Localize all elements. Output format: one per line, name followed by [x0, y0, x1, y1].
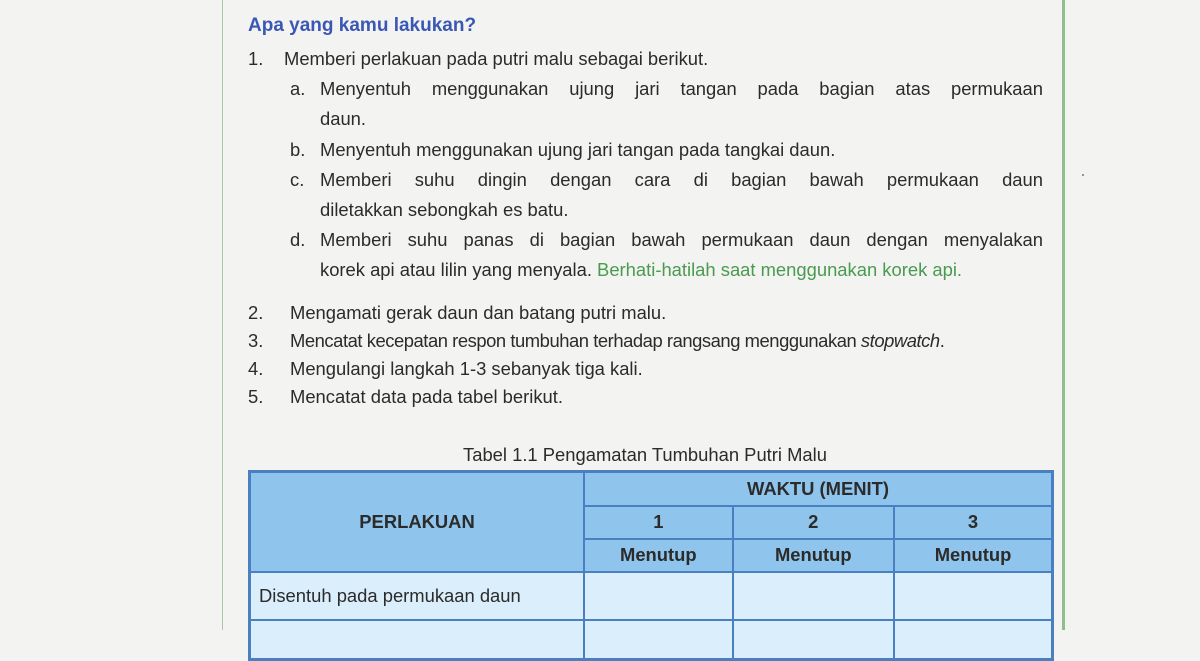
treatment-header: PERLAKUAN: [250, 472, 585, 572]
section-heading: Apa yang kamu lakukan?: [248, 15, 477, 36]
substep-c-line1: Memberi suhu dingin dengan cara di bagian bawah permukaan daun: [320, 169, 1043, 190]
substep-d-line1: Memberi suhu panas di bagian bawah permukaan daun dengan menyalakan: [320, 229, 1043, 250]
step-text: Memberi perlakuan pada putri malu sebagai berikut.: [284, 48, 709, 69]
step-2: [248, 302, 667, 324]
substep-a-line2: daun.: [320, 108, 367, 129]
table-row: [250, 572, 1053, 620]
substep-c-line2: diletakkan sebongkah es batu.: [320, 199, 569, 220]
step-text: Mengulangi langkah 1-3 sebanyak tiga kali.: [290, 358, 643, 379]
closing-header: Menutup: [584, 539, 733, 572]
substep-d-text: korek api atau lilin yang menyala.: [320, 259, 598, 280]
table-caption: Tabel 1.1 Pengamatan Tumbuhan Putri Malu: [463, 444, 827, 465]
substep-label: a.: [290, 78, 306, 99]
minute-header: 3: [894, 506, 1052, 539]
step-text-italic: stopwatch: [860, 330, 940, 351]
data-cell: [733, 572, 894, 620]
substep-a: [290, 78, 305, 100]
row-label: [250, 620, 585, 660]
table-row: [250, 620, 1053, 660]
step-number: 3.: [248, 330, 264, 351]
scan-speck: [1082, 174, 1084, 176]
step-text-main: Mencatat kecepatan respon tumbuhan terhadap rangsang menggunakan: [290, 330, 861, 351]
closing-header: Menutup: [733, 539, 894, 572]
step-1: [248, 48, 709, 70]
substep-label: c.: [290, 169, 305, 190]
data-cell: [733, 620, 894, 660]
minute-header: 2: [733, 506, 894, 539]
safety-warning: Berhati-hatilah saat menggunakan korek api.: [597, 259, 963, 280]
step-4: [248, 358, 643, 380]
step-text-end: .: [939, 330, 945, 351]
step-number: 4.: [248, 358, 264, 379]
step-number: 5.: [248, 386, 264, 407]
step-text: Mengamati gerak daun dan batang putri malu.: [290, 302, 667, 323]
time-header: WAKTU (MENIT): [584, 472, 1052, 506]
step-number: 2.: [248, 302, 264, 323]
substep-b: [290, 139, 305, 161]
page-border-left: [222, 0, 223, 630]
page-border-right: [1062, 0, 1065, 630]
data-cell: [894, 572, 1052, 620]
substep-c: [290, 169, 304, 191]
substep-label: b.: [290, 139, 306, 160]
row-label: Disentuh pada permukaan daun: [250, 572, 585, 620]
substep-a-line1: Menyentuh menggunakan ujung jari tangan pada bagian atas permukaan: [320, 78, 1043, 99]
closing-header: Menutup: [894, 539, 1052, 572]
data-cell: [584, 572, 733, 620]
data-cell: [894, 620, 1052, 660]
step-3: [248, 330, 945, 352]
observation-table: [248, 470, 1054, 661]
substep-d: [290, 229, 305, 251]
substep-b-line1: Menyentuh menggunakan ujung jari tangan pada tangkai daun.: [320, 139, 836, 160]
step-text: [290, 330, 944, 352]
step-number: 1.: [248, 48, 264, 69]
step-5: [248, 386, 563, 408]
substep-d-line2: [320, 259, 962, 281]
substep-label: d.: [290, 229, 306, 250]
step-text: Mencatat data pada tabel berikut.: [290, 386, 563, 407]
minute-header: 1: [584, 506, 733, 539]
data-cell: [584, 620, 733, 660]
